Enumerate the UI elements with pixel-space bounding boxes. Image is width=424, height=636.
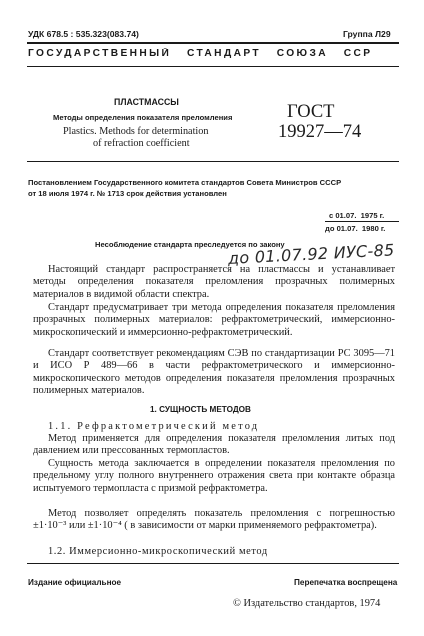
effective-date-to: до 01.07. 1980 г.: [325, 224, 386, 233]
subsection-1-1-application: Метод применяется для определения показателя преломления литых под давлением или прессованных термопластов.: [33, 433, 395, 457]
reprint-prohibited-label: Перепечатка воспрещена: [294, 578, 398, 587]
intro-paragraph-compliance: Стандарт соответствует рекомендациям СЭВ по стандартизации РС 3095—71 и ИСО Р 489—66 в части рефрактометрического и иммерсионно-микроскопического методов определения показателя преломления прозрачных полимерных материалов.: [33, 348, 395, 397]
standard-title: ПЛАСТМАССЫ: [114, 97, 179, 107]
standard-subtitle: Методы определения показателя преломления: [53, 113, 233, 122]
section-1-heading: 1. СУЩНОСТЬ МЕТОДОВ: [150, 405, 251, 414]
udk-code: УДК 678.5 : 535.323(083.74): [28, 29, 139, 39]
decree-line2: от 18 июля 1974 г. № 1713 срок действия установлен: [28, 189, 227, 198]
subsection-1-1-essence: Сущность метода заключается в определении показателя преломления по предельному углу полного внутреннего отражения света при контакте образца испытуемого термопласта с призмой рефрактометра.: [33, 458, 395, 494]
intro-paragraph-methods: Стандарт предусматривает три метода определения показателя преломления прозрачных полимерных материалов: рефрактометрический, иммерсионно-микроскопический и иммерсионно-рефрактометрический.: [33, 302, 395, 338]
english-title-line1: Plastics. Methods for determination: [63, 126, 209, 137]
header-top-rule: [27, 42, 399, 44]
english-title-line2: of refraction coefficient: [93, 138, 190, 149]
official-edition-label: Издание официальное: [28, 578, 122, 587]
compliance-warning: Несоблюдение стандарта преследуется по закону: [95, 240, 285, 249]
state-standard-banner: ГОСУДАРСТВЕННЫЙ СТАНДАРТ СОЮЗА ССР: [28, 48, 373, 59]
decree-line1: Постановлением Государственного комитета стандартов Совета Министров СССР: [28, 178, 342, 187]
effective-date-from: с 01.07. 1975 г.: [329, 211, 385, 220]
subsection-1-2-heading: 1.2. Иммерсионно-микроскопический метод: [48, 546, 268, 557]
effective-date-from-underline: [325, 221, 399, 222]
gost-number: 19927—74: [278, 122, 362, 142]
group-code: Группа Л29: [343, 29, 391, 39]
handwritten-extension-note: до 01.07.92 ИУС-85: [227, 240, 395, 268]
footer-rule: [27, 563, 399, 564]
subsection-1-1-accuracy: Метод позволяет определять показатель преломления с погрешностью ±1·10⁻³ или ±1·10⁻⁴ ( в зависимости от марки применяемого рефрактометра).: [33, 508, 395, 532]
intro-paragraph-scope: Настоящий стандарт распространяется на пластмассы и устанавливает методы определения показателя преломления прозрачных полимерных материалов в видимой области спектра.: [33, 264, 395, 300]
title-bottom-rule: [27, 161, 399, 162]
gost-label: ГОСТ: [287, 102, 335, 122]
subsection-1-1-heading: 1.1. Рефрактометрический метод: [48, 421, 260, 432]
header-bottom-rule: [27, 66, 399, 67]
publisher-copyright: © Издательство стандартов, 1974: [233, 598, 381, 609]
